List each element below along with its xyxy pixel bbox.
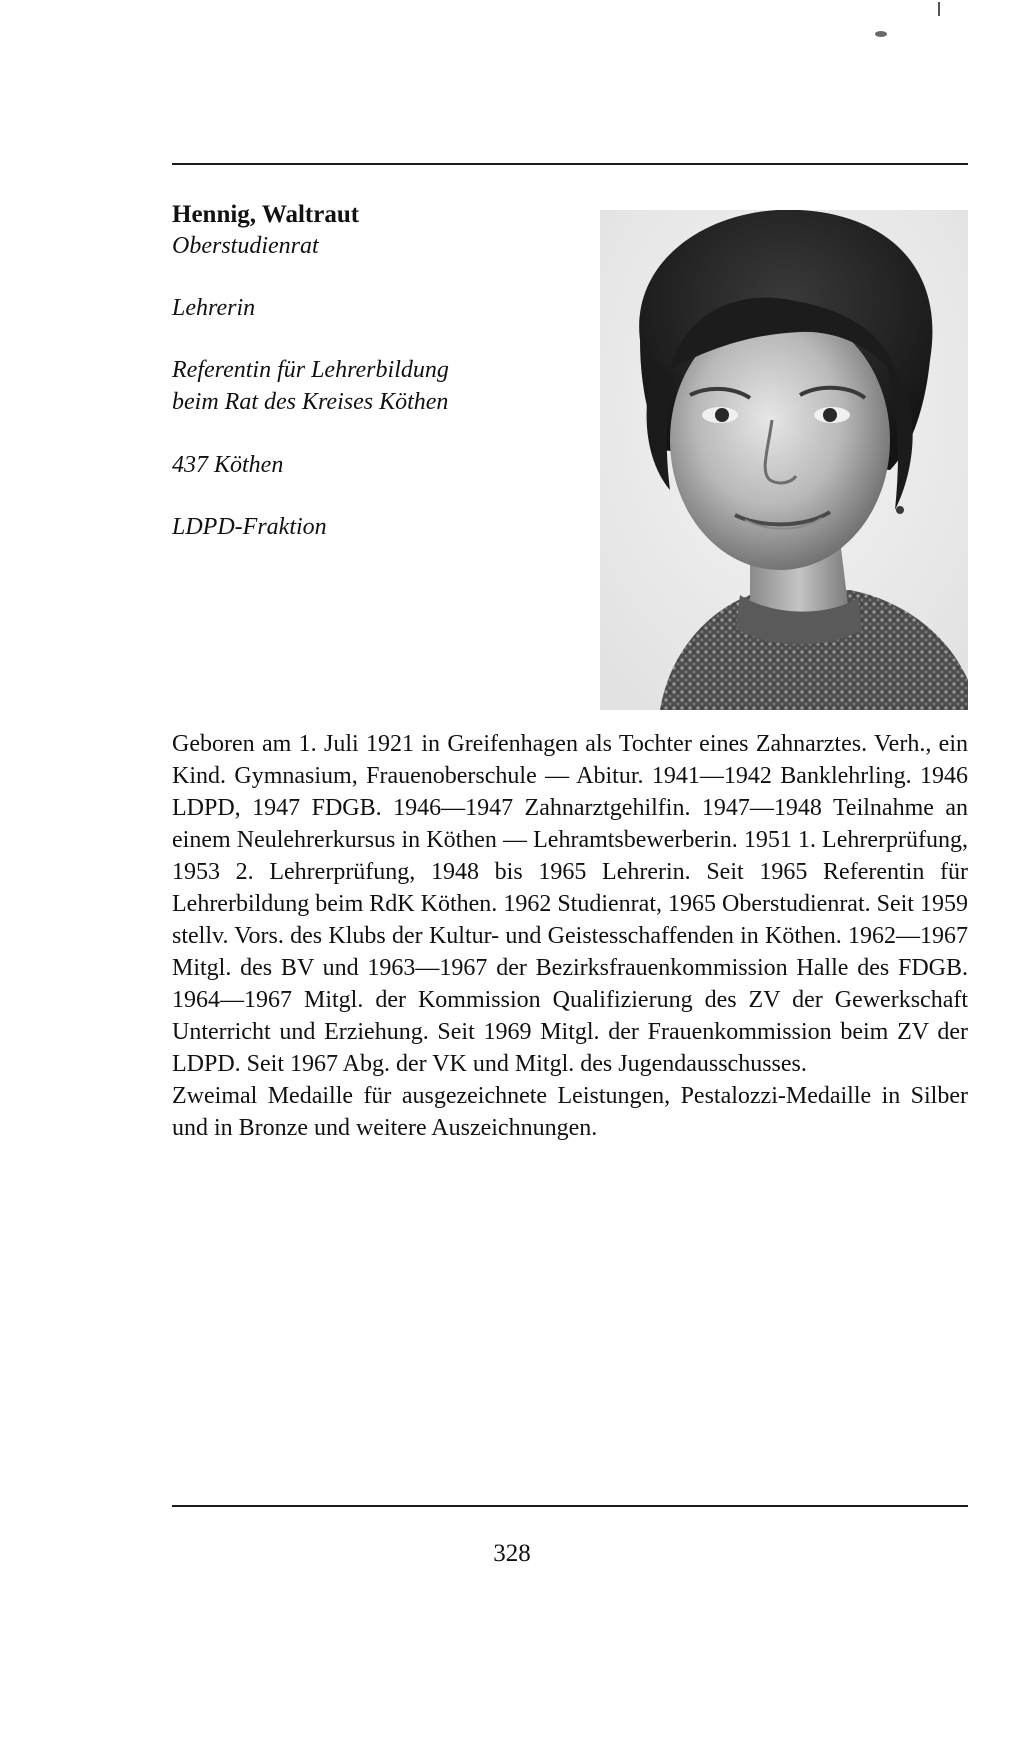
bottom-rule	[172, 1505, 968, 1507]
top-rule	[172, 163, 968, 165]
entry-name: Hennig, Waltraut	[172, 201, 360, 228]
biography	[172, 728, 968, 1144]
portrait-photo	[600, 210, 968, 710]
biography-paragraph: Geboren am 1. Juli 1921 in Greifenhagen als Tochter eines Zahnarztes. Verh., ein Kind. Gymnasium, Frauenoberschule — Abitur. 1941—1942 Banklehrling. 1946 LDPD, 1947 FDGB. 1946—1947 Zahnarztgehilfin. 1947—1948 Teilnahme an einem Neulehrerkursus in Köthen — Lehramtsbewerberin. 1951 1. Lehrerprüfung, 1953 2. Lehrerprüfung, 1948 bis 1965 Lehrerin. Seit 1965 Referentin für Lehrerbildung beim RdK Köthen. 1962 Studienrat, 1965 Oberstudienrat. Seit 1959 stellv. Vors. des Klubs der Kultur- und Geistesschaffenden in Köthen. 1962—1967 Mitgl. des BV und 1963—1967 der Bezirksfrauenkommission Halle des FDGB. 1964—1967 Mitgl. der Kommission Qualifizierung des ZV der Gewerkschaft Unterricht und Erziehung. Seit 1969 Mitgl. der Frauenkommission beim ZV der LDPD. Seit 1967 Abg. der VK und Mitgl. des Jugendausschusses.	[172, 731, 968, 1077]
entry-title: Oberstudienrat	[172, 233, 319, 259]
entry-position-line-2: beim Rat des Kreises Köthen	[172, 389, 449, 415]
scan-speck	[875, 31, 887, 37]
entry-profession: Lehrerin	[172, 295, 256, 321]
entry-header	[172, 200, 612, 543]
biography-awards: Zweimal Medaille für ausgezeichnete Leistungen, Pestalozzi-Medaille in Silber und in Bronze und weitere Auszeichnungen.	[172, 1083, 968, 1141]
page-number: 328	[493, 1540, 531, 1567]
entry-faction: LDPD-Fraktion	[172, 514, 327, 540]
entry-location: 437 Köthen	[172, 452, 284, 478]
entry-position-line-1: Referentin für Lehrerbildung	[172, 357, 449, 383]
portrait-photo-icon	[600, 210, 968, 710]
scan-mark	[938, 2, 940, 16]
